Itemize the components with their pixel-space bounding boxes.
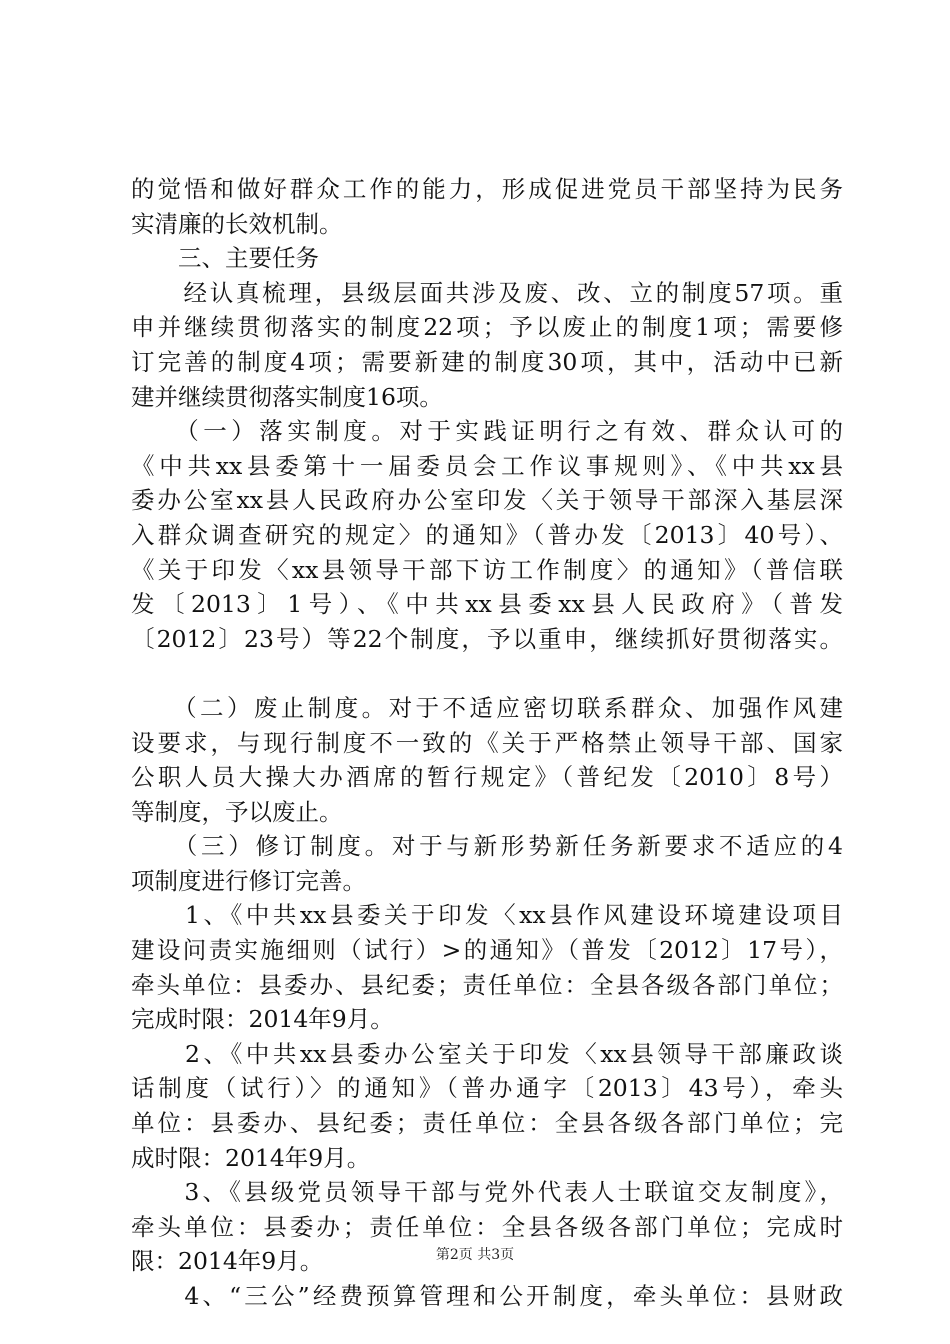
text-line: 等制度，予以废止。 — [131, 797, 343, 826]
text-line: 项制度进行修订完善。 — [131, 866, 366, 895]
page-footer: 第2页 共3页 — [435, 1247, 515, 1263]
text-line: 发〔2013〕1号）、《中共xx县委xx县人民政府》（普发 — [131, 590, 843, 619]
text-line: 公职人员大操大办酒席的暂行规定》（普纪发〔2010〕8号） — [131, 763, 843, 792]
text-line: 设要求，与现行制度不一致的《关于严格禁止领导干部、国家 — [131, 728, 843, 757]
blank-line — [131, 656, 843, 691]
text-line: 经认真梳理，县级层面共涉及废、改、立的制度57项。重 — [131, 278, 843, 307]
text-line: （三）修订制度。对于与新形势新任务新要求不适应的4 — [131, 832, 843, 861]
text-line: 委办公室xx县人民政府办公室印发〈关于领导干部深入基层深 — [131, 486, 843, 515]
text-line: 《关于印发〈xx县领导干部下访工作制度〉的通知》（普信联 — [131, 555, 843, 584]
text-line: 牵头单位：县委办；责任单位：全县各级各部门单位；完成时 — [131, 1212, 843, 1241]
text-line: 申并继续贯彻落实的制度22项；予以废止的制度1项；需要修 — [131, 313, 843, 342]
text-line: 2、《中共xx县委办公室关于印发〈xx县领导干部廉政谈 — [131, 1039, 843, 1068]
text-line: 牵头单位：县委办、县纪委；责任单位：全县各级各部门单位； — [131, 970, 843, 999]
text-line: 3、《县级党员领导干部与党外代表人士联谊交友制度》， — [131, 1178, 843, 1207]
text-line: 单位：县委办、县纪委；责任单位：全县各级各部门单位；完 — [131, 1109, 843, 1138]
text-line: 实清廉的长效机制。 — [131, 209, 343, 238]
text-line: 订完善的制度4项；需要新建的制度30项，其中，活动中已新 — [131, 347, 843, 376]
text-line: 限：2014年9月。 — [131, 1247, 324, 1276]
text-line: 1、《中共xx县委关于印发〈xx县作风建设环境建设项目 — [131, 901, 843, 930]
text-line: （一）落实制度。对于实践证明行之有效、群众认可的 — [131, 417, 843, 446]
text-line: 《中共xx县委第十一届委员会工作议事规则》、《中共xx县 — [131, 451, 843, 480]
text-line: 建并继续贯彻落实制度16项。 — [131, 382, 443, 411]
text-line: 4、“三公”经费预算管理和公开制度，牵头单位：县财政 — [131, 1282, 843, 1310]
text-line: （二）废止制度。对于不适应密切联系群众、加强作风建 — [131, 693, 843, 722]
document-body — [131, 172, 843, 1314]
text-line: 〔2012〕23号）等22个制度，予以重申，继续抓好贯彻落实。 — [131, 624, 843, 653]
text-line: 的觉悟和做好群众工作的能力，形成促进党员干部坚持为民务 — [131, 175, 843, 203]
text-line: 成时限：2014年9月。 — [131, 1143, 371, 1172]
text-line: 三、主要任务 — [131, 244, 319, 273]
text-line: 完成时限：2014年9月。 — [131, 1005, 394, 1034]
text-line: 入群众调查研究的规定〉的通知》（普办发〔2013〕40号）、 — [131, 520, 843, 549]
text-line: 话制度（试行）〉的通知》（普办通字〔2013〕43号），牵头 — [131, 1074, 843, 1103]
text-line: 建设问责实施细则（试行）>的通知》（普发〔2012〕17号）， — [131, 936, 843, 965]
